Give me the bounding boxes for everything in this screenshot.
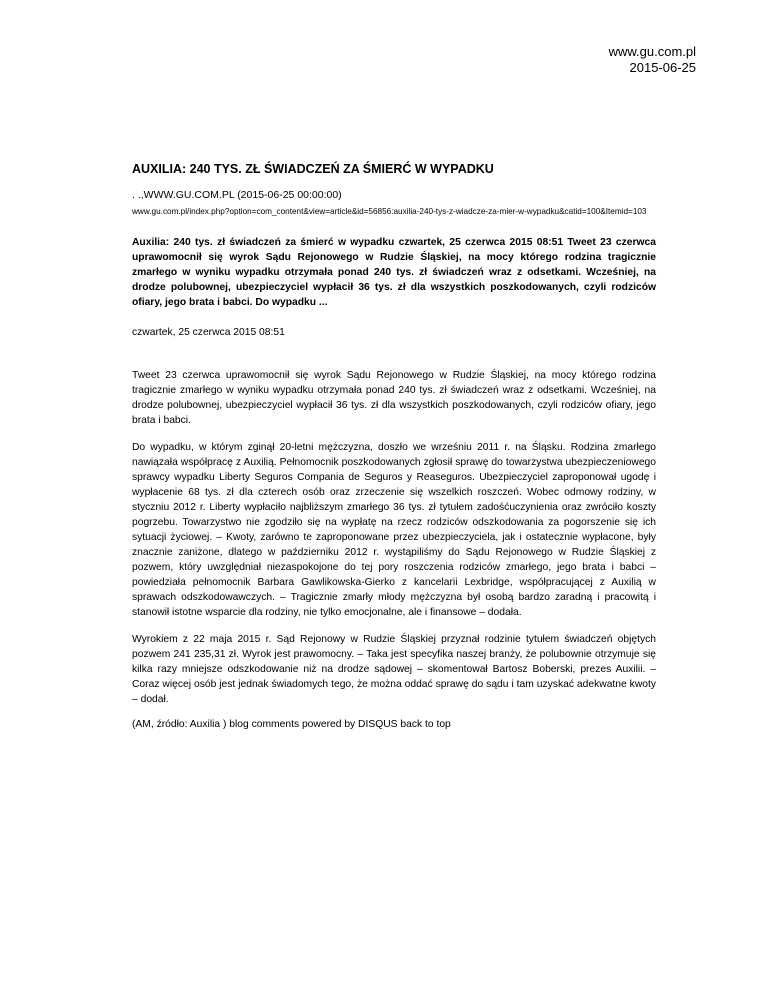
article [132, 162, 656, 730]
article-footer: (AM, źródło: Auxilia ) blog comments powered by DISQUS back to top [132, 719, 451, 730]
source-line: . .,WWW.GU.COM.PL (2015-06-25 00:00:00) [132, 189, 342, 201]
paragraph: Wyrokiem z 22 maja 2015 r. Sąd Rejonowy w Rudzie Śląskiej przyznał rodzinie tytułem świadczeń objętych pozwem 241 235,31 zł. Wyrok jest prawomocny. – Taka jest specyfika naszej branży, że polubownie otrzymuje się kilka razy mniejsze odszkodowanie niż na drodze sądowej – skomentował Bartosz Boberski, prezes Auxilii. – Coraz więcej osób jest jednak świadomych tego, że można oddać sprawę do sądu i tam uzyskać adekwatne kwoty – dodał. [132, 634, 656, 705]
paragraph: Tweet 23 czerwca uprawomocnił się wyrok Sądu Rejonowego w Rudzie Śląskiej, na mocy którego rodzina tragicznie zmarłego w wyniku wypadku otrzymała ponad 240 tys. zł świadczeń wraz z odsetkami. Wcześniej, na drodze polubownej, ubezpieczyciel wypłacił 36 tys. zł dla wszystkich poszkodowanych, czyli rodziców ofiary, jego brata i babci. [132, 370, 656, 426]
article-url: www.gu.com.pl/index.php?option=com_content&view=article&id=56856:auxilia-240-tys-z-wiadcze-za-mier-w-wypadku&catid=100&Itemid=103 [132, 207, 647, 216]
header-date: 2015-06-25 [629, 60, 696, 75]
site-name: www.gu.com.pl [608, 44, 696, 59]
article-date: czwartek, 25 czerwca 2015 08:51 [132, 327, 285, 338]
article-title: AUXILIA: 240 TYS. ZŁ ŚWIADCZEŃ ZA ŚMIERĆ W WYPADKU [132, 162, 494, 176]
paragraph: Do wypadku, w którym zginął 20-letni mężczyzna, doszło we wrześniu 2011 r. na Śląsku. Rodzina zmarłego nawiązała współpracę z Auxilią. Pełnomocnik poszkodowanych zgłosił sprawę do towarzystwa ubezpieczeniowego sprawcy wypadku Liberty Seguros Compania de Seguros y Reaseguros. Ubezpieczyciel zaproponował ugodę i wypłacenie 68 tys. zł dla czterech osób oraz zrzeczenie się wszelkich roszczeń. Wobec odmowy rodziny, w styczniu 2012 r. Liberty wypłaciło najbliższym zmarłego 36 tys. zł tytułem zadośćuczynienia oraz zwróciło koszty pogrzebu. Towarzystwo nie zgodziło się na wypłatę na rzecz rodziców odszkodowania za pogorszenie się ich sytuacji życiowej. – Kwoty, zarówno te zaproponowane przez ubezpieczyciela, jak i ostatecznie wypłacone, były znacznie zaniżone, dlatego w październiku 2012 r. wystąpiliśmy do Sądu Rejonowego w Rudzie Śląskiej z pozwem, który uwzględniał niezaspokojone do tej pory roszczenia rodziców zmarłego, jego brata i babci – powiedziała pełnomocnik Barbara Gawlikowska-Gierko z kancelarii Lexbridge, współpracującej z Auxilią w sprawach odszkodowawczych. – Tragicznie zmarły młody mężczyzna był osobą bardzo zaradną i pracowitą i stanowił istotne wsparcie dla rodziny, nie tylko emocjonalne, ale i finansowe – dodała. [132, 442, 656, 618]
article-lead: Auxilia: 240 tys. zł świadczeń za śmierć w wypadku czwartek, 25 czerwca 2015 08:51 Tweet 23 czerwca uprawomocnił się wyrok Sądu Rejonowego w Rudzie Śląskiej, na mocy którego rodzina tragicznie zmarłego w wyniku wypadku otrzymała ponad 240 tys. zł świadczeń wraz z odsetkami. Wcześniej, na drodze polubownej, ubezpieczyciel wypłacił 36 tys. zł dla wszystkich poszkodowanych, czyli rodziców ofiary, jego brata i babci. Do wypadku ... [132, 237, 656, 308]
document-header [609, 44, 696, 76]
